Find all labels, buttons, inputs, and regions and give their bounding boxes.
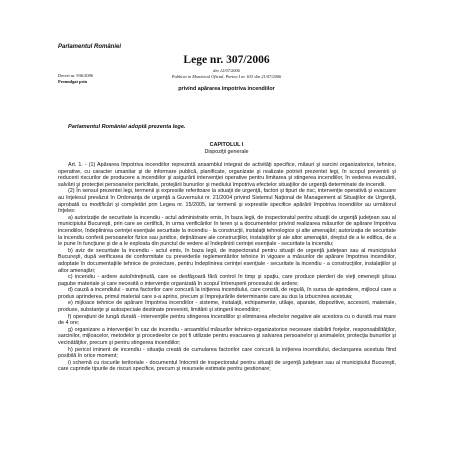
- paragraph: h) pericol iminent de incendiu - situaţia creată de cumularea factorilor care concură la iniţierea incendiului, declanşarea acestuia fiind posibilă în orice moment;: [58, 346, 396, 360]
- decree-number: Decret nr. 936/2006: [58, 73, 93, 78]
- paragraph: a) autorizaţie de securitate la incendiu - actul administrativ emis, în baza legii, de inspectoratul pentru situaţii de urgenţă judeţean sau al municipiului Bucureşti, prin care se certifică, în urma verificărilor în teren şi a documentelor privind realizarea măsurilor de apărare împotriva incendiilor, îndeplinirea cerinţei esenţiale securitate la incendiu - la construcţii, instalaţii tehnologice şi alte amenajări; autorizaţia de securitate la incendiu conferă persoanelor fizice sau juridice, deţinătoare ale construcţiilor, instalaţiilor şi ale altor amenajări, dreptul de a le edifica, de a le pune în funcţiune şi de a le exploata din punctul de vedere al îndeplinirii cerinţei esenţiale - securitate la incendiu;: [58, 214, 396, 248]
- publication-info: [0, 68, 453, 80]
- preamble: Parlamentul României adoptă prezenta lege.: [68, 124, 186, 130]
- publication-reference: Publicat in Monitorul Oficial, Partea I nr. 633 din 21/07/2006: [171, 73, 282, 79]
- chapter-heading: [0, 142, 453, 156]
- paragraph: Art. 1. - (1) Apărarea împotriva incendiilor reprezintă ansamblul integrat de activităţi specifice, măsuri şi sarcini organizatorice, tehnice, operative, cu caracter umanitar şi de informare publică, planificate, organizate şi realizate potrivit prezentei legi, în scopul prevenirii şi reducerii riscurilor de producere a incendiilor şi asigurării intervenţiei operative pentru limitarea şi stingerea incendiilor, în vederea evacuării, salvării şi protecţiei persoanelor periclitate, protejării bunurilor şi mediului împotriva efectelor situaţiilor de urgenţă determinate de incendii.: [58, 162, 396, 188]
- institution-name: Parlamentul României: [58, 44, 122, 50]
- paragraph: g) organizare a intervenţiei în caz de incendiu - ansamblul măsurilor tehnico-organizatorice necesare stabilirii forţelor, responsabilităţilor, sarcinilor, mijloacelor, metodelor şi procedeelor ce pot fi utilizate pentru evacuarea şi salvarea persoanelor şi animalelor, protecţia bunurilor şi vecinătăţilor, precum şi pentru stingerea incendiilor;: [58, 326, 396, 347]
- adoption-date: din 12/07/2006: [213, 68, 240, 73]
- chapter-number: CAPITOLUL I: [209, 142, 244, 148]
- law-subject: privind apărarea împotriva incendiilor: [178, 86, 275, 92]
- promulgation-label: Promulgat prin: [58, 79, 88, 84]
- law-title: Lege nr. 307/2006: [183, 54, 270, 66]
- law-body: [58, 162, 396, 450]
- paragraph: (2) În sensul prezentei legi, termenii şi expresiile referitoare la situaţii de urgenţă, factori şi tipuri de risc, intervenţie operativă şi evacuare au înţelesul prevăzut în Ordonanţa de urgenţă a Guvernului nr. 21/2004 privind Sistemul Naţional de Management al Situaţiilor de Urgenţă, aprobată cu modificări şi completări prin Legea nr. 15/2005, iar termenii şi expresiile specifice apărării împotriva incendiilor au următorul înţeles:: [58, 188, 396, 215]
- paragraph: b) aviz de securitate la incendiu - actul emis, în baza legii, de inspectoratul pentru situaţii de urgenţă judeţean sau al municipiului Bucureşti, după verificarea de conformitate cu prevederile reglementărilor tehnice în vigoare a măsurilor de apărare împotriva incendiilor, adoptate în documentaţiile tehnice de proiectare, pentru îndeplinirea cerinţei esenţiale - securitate la incendiu - a construcţiilor, instalaţiilor şi altor amenajări;: [58, 247, 396, 274]
- paragraph: c) incendiu - ardere autoîntreţinută, care se desfăşoară fără control în timp şi spaţiu, care produce pierderi de vieţi omeneşti şi/sau pagube materiale şi care necesită o intervenţie organizată în scopul întreruperii procesului de ardere;: [58, 274, 396, 287]
- paragraph: d) cauză a incendiului - suma factorilor care concură la iniţierea incendiului, care constă, de regulă, în sursa de aprindere, mijlocul care a produs aprinderea, primul material care s-a aprins, precum şi împrejurările determinante care au dus la izbucnirea acestuia;: [58, 287, 396, 300]
- chapter-title: Dispoziţii generale: [204, 149, 249, 155]
- paragraph: i) schemă cu riscurile teritoriale - documentul întocmit de inspectoratul pentru situaţii de urgenţă judeţean sau al municipiului Bucureşti, care cuprinde tipurile de riscuri specifice, precum şi resursele estimate pentru gestionare;: [58, 359, 396, 373]
- paragraph: e) mijloace tehnice de apărare împotriva incendiilor - sisteme, instalaţii, echipamente, utilaje, aparate, dispozitive, accesorii, materiale, produse, substanţe şi autospeciale destinate prevenirii, limitării şi stingerii incendiilor;: [58, 300, 396, 314]
- paragraph: f) operaţiuni de lungă durată - intervenţiile pentru stingerea incendiilor şi eliminarea efectelor negative ale acestora cu o durată mai mare de 4 ore;: [58, 313, 396, 327]
